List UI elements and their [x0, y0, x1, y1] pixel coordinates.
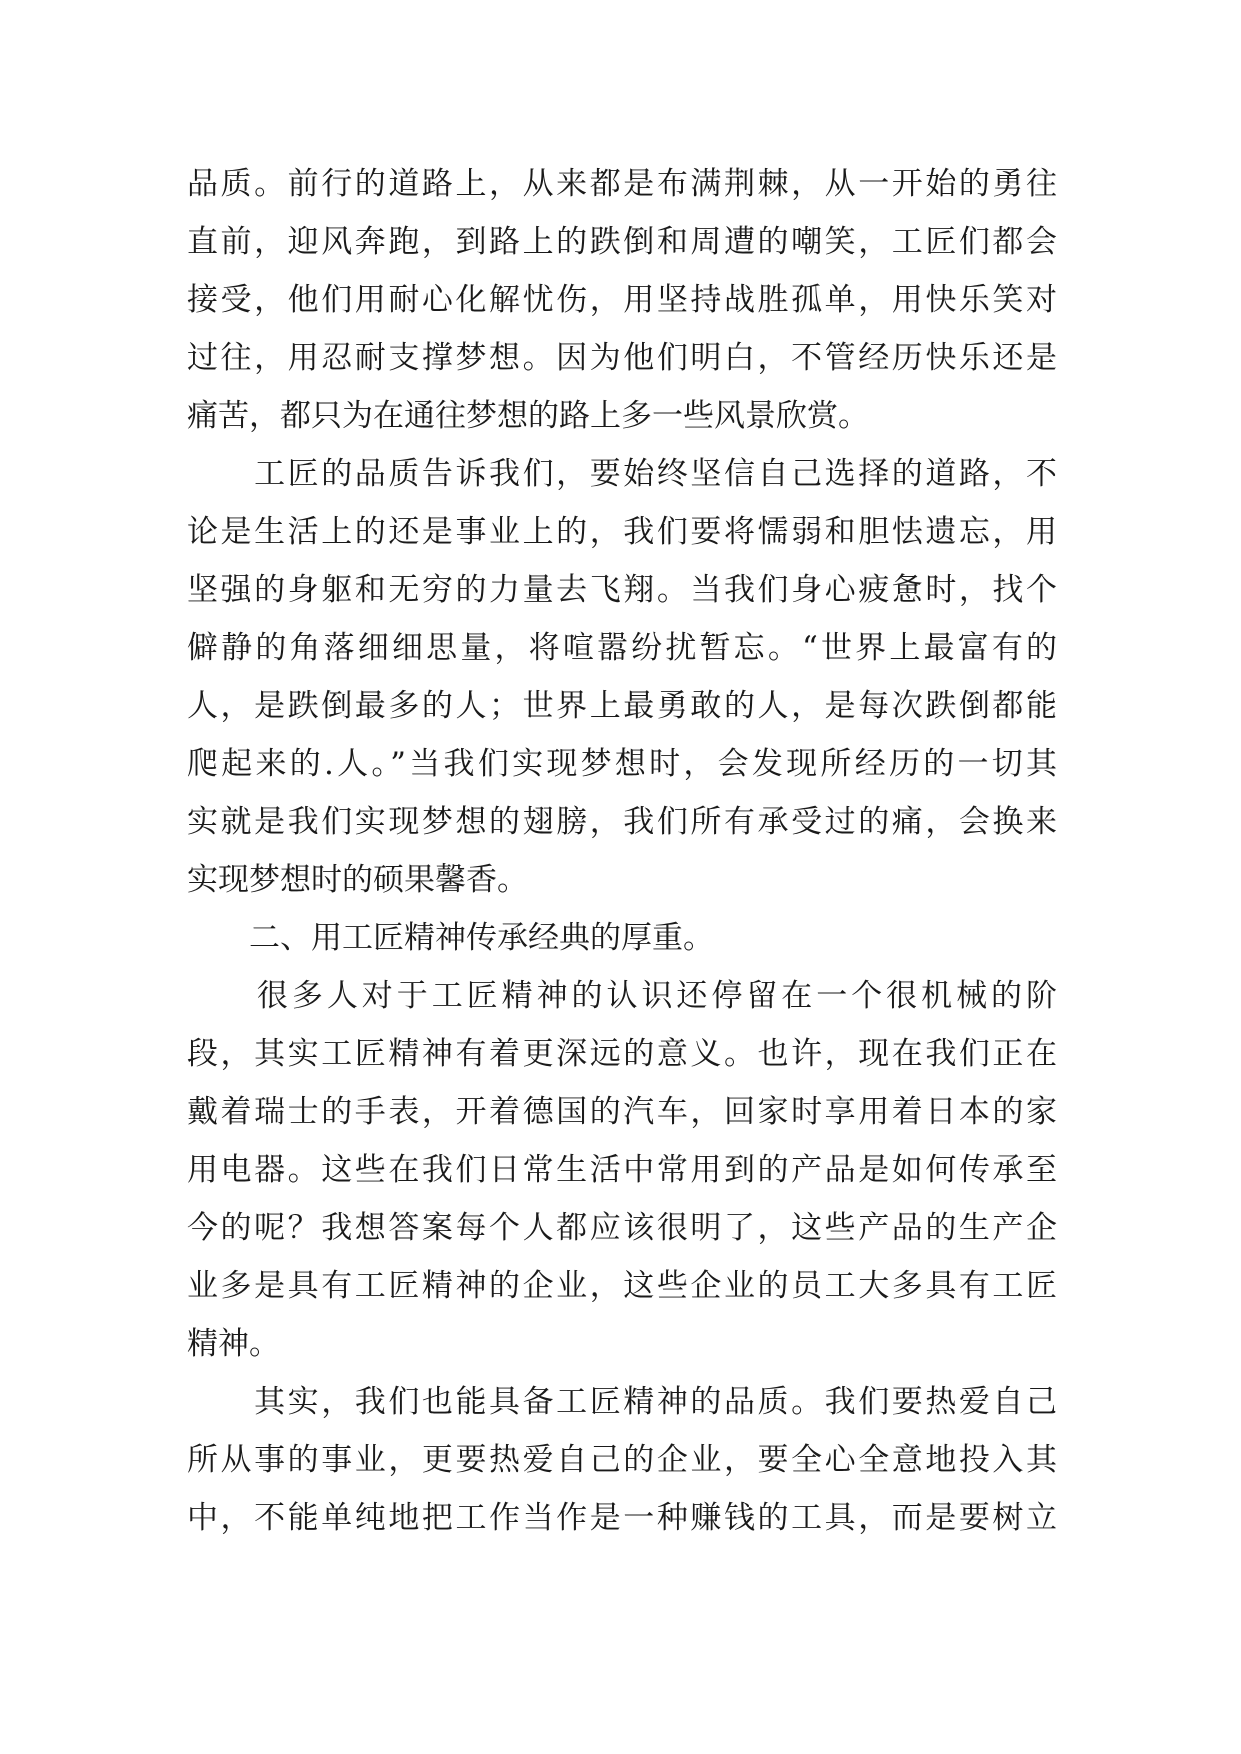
text-line: 直前，迎风奔跑，到路上的跌倒和周遭的嘲笑，工匠们都会 [187, 224, 1057, 260]
text-line: 爬起来的.人。”当我们实现梦想时，会发现所经历的一切其 [187, 746, 1057, 782]
text-line: 段，其实工匠精神有着更深远的意义。也许，现在我们正在 [187, 1036, 1057, 1072]
text-line: 用电器。这些在我们日常生活中常用到的产品是如何传承至 [187, 1152, 1057, 1188]
text-line: 所从事的事业，更要热爱自己的企业，要全心全意地投入其 [187, 1442, 1057, 1478]
text-line: 人，是跌倒最多的人；世界上最勇敢的人，是每次跌倒都能 [187, 688, 1057, 724]
text-line: 品质。前行的道路上，从来都是布满荆棘，从一开始的勇往 [187, 166, 1057, 202]
text-line: 业多是具有工匠精神的企业，这些企业的员工大多具有工匠 [187, 1268, 1057, 1304]
text-line: 痛苦，都只为在通往梦想的路上多一些风景欣赏。 [187, 398, 869, 434]
text-line: 过往，用忍耐支撑梦想。因为他们明白，不管经历快乐还是 [187, 340, 1057, 376]
text-line: 今的呢？我想答案每个人都应该很明了，这些产品的生产企 [187, 1210, 1057, 1246]
text-line: 实就是我们实现梦想的翅膀，我们所有承受过的痛，会换来 [187, 804, 1057, 840]
text-line: 戴着瑞士的手表，开着德国的汽车，回家时享用着日本的家 [187, 1094, 1057, 1130]
text-line: 论是生活上的还是事业上的，我们要将懦弱和胆怯遗忘，用 [187, 514, 1057, 550]
text-line: 坚强的身躯和无穷的力量去飞翔。当我们身心疲惫时，找个 [187, 572, 1057, 608]
section-heading: 二、用工匠精神传承经典的厚重。 [187, 920, 714, 956]
text-line: 中，不能单纯地把工作当作是一种赚钱的工具，而是要树立 [187, 1500, 1057, 1536]
text-line: 其实，我们也能具备工匠精神的品质。我们要热爱自己 [187, 1384, 1057, 1420]
text-line: 很多人对于工匠精神的认识还停留在一个很机械的阶 [187, 978, 1057, 1014]
document-body [187, 155, 1057, 1547]
text-line: 精神。 [187, 1326, 280, 1362]
text-line: 工匠的品质告诉我们，要始终坚信自己选择的道路，不 [187, 456, 1057, 492]
text-line: 接受，他们用耐心化解忧伤，用坚持战胜孤单，用快乐笑对 [187, 282, 1057, 318]
text-line: 僻静的角落细细思量，将喧嚣纷扰暂忘。“世界上最富有的 [187, 630, 1057, 666]
text-line: 实现梦想时的硕果馨香。 [187, 862, 528, 898]
